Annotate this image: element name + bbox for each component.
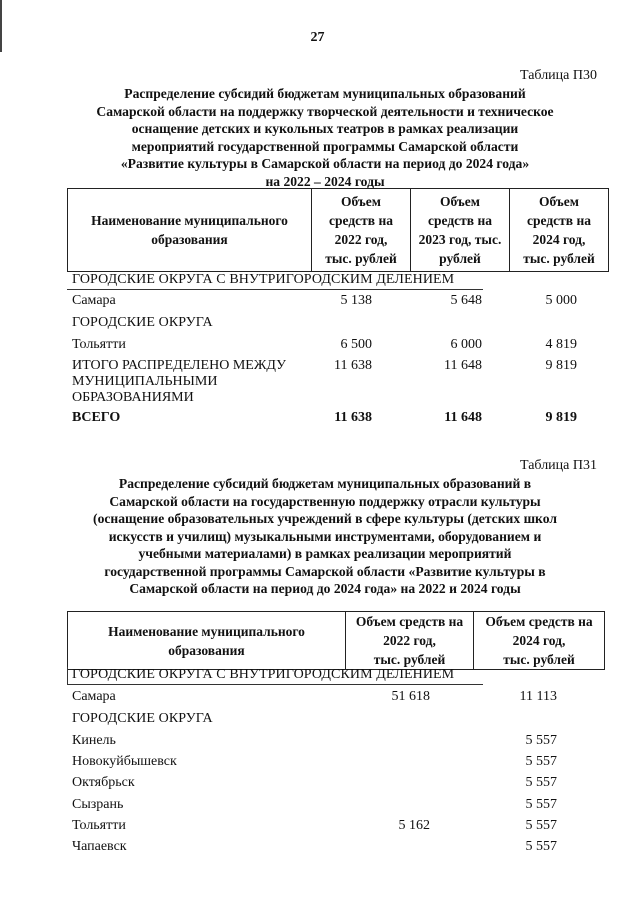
header-line: Объем [440,194,480,209]
table31-row-name: Самара [72,689,116,704]
table31-row-name: Тольятти [72,818,126,833]
table31-header-name [68,612,346,670]
section-underline [67,684,483,685]
table30-total-2022: 11 638 [334,410,372,425]
table30-total-name: ВСЕГО [72,410,121,425]
header-line: Объем средств на [485,614,593,629]
header-line: средств на [428,213,492,228]
header-line: тыс. рублей [523,251,595,266]
header-line: Наименование муниципального [108,623,305,639]
table30-value-2023: 6 000 [450,337,482,352]
subtotal-line: ИТОГО РАСПРЕДЕЛЕНО МЕЖДУ [72,358,286,373]
table31-title-line: Самарской области на период до 2024 года» на 2022 и 2024 годы [129,581,521,596]
table30-row-name: Тольятти [72,337,126,352]
header-line: средств на [329,213,393,228]
table30-section-heading: ГОРОДСКИЕ ОКРУГА [72,315,213,330]
header-line: тыс. рублей [373,652,446,667]
table30-title-line: Самарской области на поддержку творческой деятельности и техническое [96,103,554,119]
table31-title-line: государственной программы Самарской области «Развитие культуры в [104,563,546,579]
table31-title-line: учебными материалами) в рамках реализации мероприятий [138,546,512,561]
header-line: Объем [341,194,381,209]
table31-value-2024: 5 557 [525,797,557,812]
table30-subtotal-name [72,358,322,406]
table31-value-2024: 11 113 [519,689,557,704]
header-line: 2024 год, [512,633,566,648]
table31-value-2022: 5 162 [398,818,430,833]
table30-header-2022 [312,189,411,272]
table31-label: Таблица П31 [520,458,597,473]
table31-value-2024: 5 557 [525,775,557,790]
header-line: 2023 год, тыс. [418,232,502,247]
header-line: Объем средств на [355,614,464,629]
table30-row-name: Самара [72,293,116,308]
section-left-border [67,667,68,684]
table30-subtotal-2022: 11 638 [334,358,372,373]
header-line: образования [151,232,228,247]
table30-subtotal-2024: 9 819 [545,358,577,373]
table30-total-2024: 9 819 [545,410,577,425]
table31-value-2024: 5 557 [525,839,557,854]
table30-label: Таблица П30 [520,68,597,83]
header-line: средств на [527,213,591,228]
table31-header-2022 [346,612,474,670]
table31-row-name: Кинель [72,733,116,748]
table30-title-line: «Развитие культуры в Самарской области на период до 2024 года» [120,156,530,171]
table31-value-2022: 51 618 [391,689,430,704]
table30-header [67,188,609,272]
table31-title [60,475,590,598]
table31-value-2024: 5 557 [525,733,557,748]
table31-title-line: Самарской области на государственную поддержку отрасли культуры [109,493,541,509]
header-line: Наименование муниципального [91,213,288,228]
subtotal-line: МУНИЦИПАЛЬНЫМИ [72,374,218,389]
header-line: рублей [439,251,481,266]
header-line: 2024 год, [532,232,586,247]
table31-row-name: Сызрань [72,797,124,812]
table30-value-2024: 4 819 [545,337,577,352]
table30-header-name [68,189,312,272]
table31-row-name: Новокуйбышевск [72,754,177,769]
table31-header-2024 [474,612,605,670]
table30-title-line: Распределение субсидий бюджетам муниципальных образований [124,86,526,101]
subtotal-line: ОБРАЗОВАНИЯМИ [72,390,194,405]
table31-title-line: (оснащение образовательных учреждений в сфере культуры (детских школ [93,511,557,526]
table31-value-2024: 5 557 [525,754,557,769]
page-number: 27 [310,30,325,45]
header-line: тыс. рублей [325,251,397,266]
table30-subtotal-2023: 11 648 [444,358,482,373]
table30-section-heading: ГОРОДСКИЕ ОКРУГА С ВНУТРИГОРОДСКИМ ДЕЛЕНИЕМ [72,272,455,287]
table31-section-heading: ГОРОДСКИЕ ОКРУГА С ВНУТРИГОРОДСКИМ ДЕЛЕНИЕМ [72,667,455,682]
table31-row-name: Октябрьск [72,775,135,790]
table30-title-line: оснащение детских и кукольных театров в рамках реализации [131,121,519,136]
table31-title-line: искусств и училищ) музыкальными инструментами, оборудованием и [108,528,542,544]
table30-value-2023: 5 648 [450,293,482,308]
header-line: тыс. рублей [503,652,575,667]
table31-header [67,611,605,670]
table30-value-2024: 5 000 [545,293,577,308]
table30-title [60,85,590,190]
table31-section-heading: ГОРОДСКИЕ ОКРУГА [72,711,213,726]
header-line: 2022 год, [334,232,388,247]
table31-title-line: Распределение субсидий бюджетам муниципальных образований в [118,476,532,491]
header-line: 2022 год, [383,633,436,648]
table30-header-2024 [510,189,609,272]
table30-total-2023: 11 648 [444,410,482,425]
table31-row-name: Чапаевск [72,839,127,854]
section-underline [67,289,483,290]
table30-title-line: мероприятий государственной программы Самарской области [131,138,519,154]
header-line: образования [168,642,245,658]
table30-value-2022: 5 138 [340,293,372,308]
table31-value-2024: 5 557 [525,818,557,833]
header-line: Объем [539,194,579,209]
table30-value-2022: 6 500 [340,337,372,352]
table30-header-2023 [411,189,510,272]
table30-title-line: на 2022 – 2024 годы [265,173,385,189]
